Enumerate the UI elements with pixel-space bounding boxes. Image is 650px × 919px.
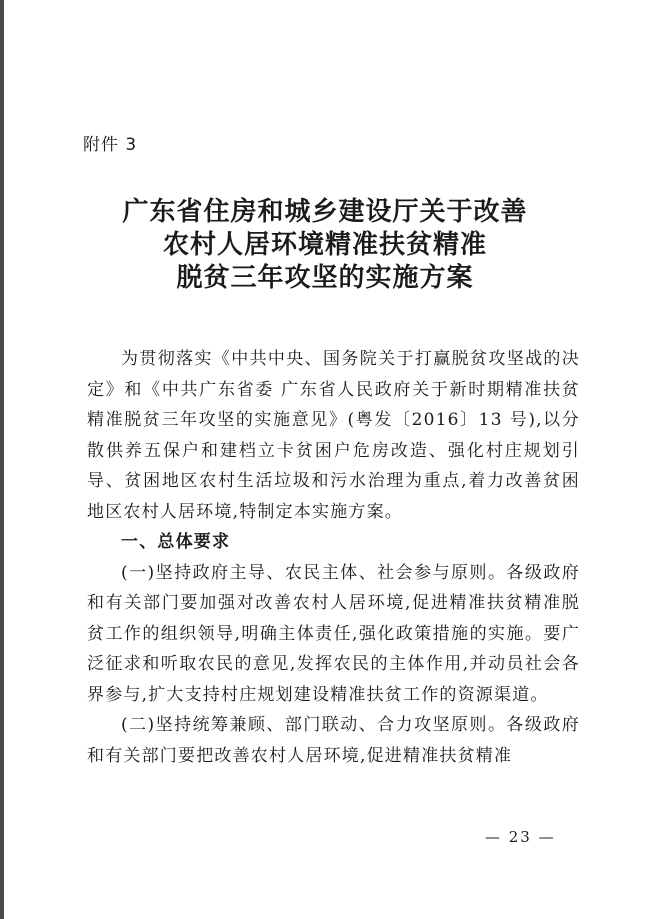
attachment-label: 附件 3 [83,135,138,155]
paragraph-2: (二)坚持统筹兼顾、部门联动、合力攻坚原则。各级政府和有关部门要把改善农村人居环境,促进精准扶贫精准 [87,715,580,766]
title-line-1: 广东省住房和城乡建设厅关于改善 [122,197,528,227]
title-line-3: 脱贫三年攻坚的实施方案 [176,263,474,293]
page-number: — 23 — [485,828,556,846]
paragraph-1: (一)坚持政府主导、农民主体、社会参与原则。各级政府和有关部门要加强对改善农村人居环境,促进精准扶贫精准脱贫工作的组织领导,明确主体责任,强化政策措施的实施。要广泛征求和听取农民的意见,发挥农民的主体作用,并动员社会各界参与,扩大支持村庄规划建设精准扶贫工作的资源渠道。 [87,562,580,705]
document-body [87,344,580,771]
intro-paragraph: 为贯彻落实《中共中央、国务院关于打赢脱贫攻坚战的决定》和《中共广东省委 广东省人民政府关于新时期精准扶贫精准脱贫三年攻坚的实施意见》(粤发〔2016〕13 号),以分散供养五保户和建档立卡贫困户危房改造、强化村庄规划引导、贫困地区农村生活垃圾和污水治理为重点,着力改善贫困地区农村人居环境,特制定本实施方案。 [87,349,580,522]
section-heading: 一、总体要求 [121,532,231,552]
scan-edge-shadow [0,0,4,919]
document-title [0,196,650,295]
title-line-2: 农村人居环境精准扶贫精准 [162,230,487,260]
